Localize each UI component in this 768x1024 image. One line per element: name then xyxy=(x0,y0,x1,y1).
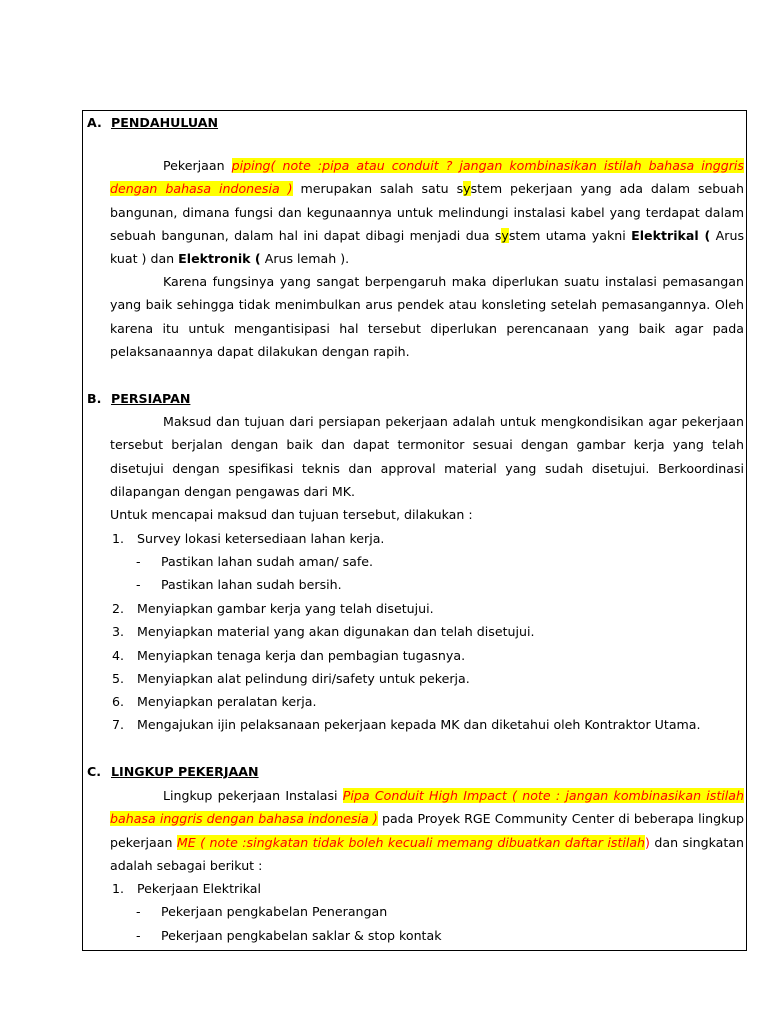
section-c-paragraph-1 xyxy=(110,784,744,877)
dash-bullet: - xyxy=(136,554,141,569)
list-item xyxy=(112,713,701,736)
text: dan singkatan adalah sebagai berikut : xyxy=(110,834,744,873)
list-text: Menyiapkan peralatan kerja. xyxy=(137,694,317,709)
dash-bullet: - xyxy=(136,928,141,943)
list-text: Menyiapkan alat pelindung diri/safety untuk pekerja. xyxy=(137,671,470,686)
list-text: Pastikan lahan sudah aman/ safe. xyxy=(161,554,374,569)
red-paren: ) xyxy=(645,834,650,850)
sub-list-item xyxy=(136,924,442,947)
section-b-paragraph-1 xyxy=(110,410,744,503)
section-c-title: LINGKUP PEKERJAAN xyxy=(111,764,259,779)
list-text: Pekerjaan pengkabelan saklar & stop kontak xyxy=(161,928,442,943)
list-text: Pekerjaan Elektrikal xyxy=(137,881,261,896)
section-b-letter: B. xyxy=(87,391,102,406)
dash-bullet: - xyxy=(136,577,141,592)
text: Pekerjaan xyxy=(163,158,232,173)
text: stem pekerjaan yang ada dalam sebuah bangunan, dimana fungsi dan kegunaannya untuk melindungi instalasi kabel yang terdapat dalam sebuah bangunan, dalam hal ini dapat dibagi menjadi dua s xyxy=(110,181,744,243)
list-number: 4. xyxy=(112,648,125,663)
section-c-heading xyxy=(87,760,259,783)
highlight-letter: y xyxy=(501,227,509,243)
bold-term: Elektrikal ( xyxy=(631,227,711,243)
sub-list-item xyxy=(136,550,373,573)
section-a-paragraph-2 xyxy=(110,270,744,363)
list-text: Menyiapkan gambar kerja yang telah disetujui. xyxy=(137,601,434,616)
section-b-intro: Untuk mencapai maksud dan tujuan tersebut, dilakukan : xyxy=(110,507,473,522)
text: Lingkup pekerjaan Instalasi xyxy=(163,788,343,803)
list-text: Pastikan lahan sudah bersih. xyxy=(161,577,342,592)
list-text: Survey lokasi ketersediaan lahan kerja. xyxy=(137,531,385,546)
list-item xyxy=(112,690,317,713)
section-b-heading xyxy=(87,387,190,410)
document-page xyxy=(82,110,747,951)
section-a-letter: A. xyxy=(87,115,102,130)
list-item xyxy=(112,527,384,550)
section-b-title: PERSIAPAN xyxy=(111,391,191,406)
section-c-letter: C. xyxy=(87,764,102,779)
list-item xyxy=(112,620,534,643)
text: Maksud dan tujuan dari persiapan pekerjaan adalah untuk mengkondisikan agar pekerjaan tersebut berjalan dengan baik dan dapat termonitor sesuai dengan gambar kerja yang telah disetujui dengan spesifikasi teknis dan approval material yang sudah disetujui. Berkoordinasi dilapangan dengan pengawas dari MK. xyxy=(110,414,744,499)
list-number: 5. xyxy=(112,671,125,686)
text: stem utama yakni xyxy=(508,227,632,243)
text: Arus lemah ). xyxy=(260,251,350,267)
list-item xyxy=(112,597,434,620)
list-text: Menyiapkan tenaga kerja dan pembagian tugasnya. xyxy=(137,648,466,663)
section-a-paragraph-1 xyxy=(110,154,744,270)
text: Karena fungsinya yang sangat berpengaruh maka diperlukan suatu instalasi pemasangan yang baik sehingga tidak menimbulkan arus pendek atau konsleting setelah pemasangannya. Oleh karena itu untuk mengantisipasi hal tersebut diperlukan perencanaan yang baik agar pada pelaksanaannya dapat dilakukan dengan rapih. xyxy=(110,274,744,359)
text: merupakan salah satu s xyxy=(292,181,464,197)
list-text: Menyiapkan material yang akan digunakan dan telah disetujui. xyxy=(137,624,535,639)
list-text: Pekerjaan pengkabelan Penerangan xyxy=(161,904,388,919)
list-number: 1. xyxy=(112,881,125,896)
section-a-heading xyxy=(87,111,218,134)
note-highlight: piping( note :pipa atau conduit ? jangan kombinasikan istilah bahasa inggris dengan bahasa indonesia ) xyxy=(110,158,744,197)
sub-list-item xyxy=(136,900,387,923)
list-text: Mengajukan ijin pelaksanaan pekerjaan kepada MK dan diketahui oleh Kontraktor Utama. xyxy=(137,717,701,732)
section-a-title: PENDAHULUAN xyxy=(111,115,219,130)
note-highlight: Pipa Conduit High Impact ( note : jangan kombinasikan istilah bahasa inggris dengan bahasa indonesia ) xyxy=(110,788,745,827)
list-item xyxy=(112,667,470,690)
list-number: 1. xyxy=(112,531,125,546)
list-number: 6. xyxy=(112,694,125,709)
sub-list-item xyxy=(136,573,342,596)
bold-term: Elektronik ( xyxy=(178,251,261,267)
list-item xyxy=(112,644,465,667)
list-number: 7. xyxy=(112,717,125,732)
text: pada Proyek RGE Community Center di beberapa lingkup pekerjaan xyxy=(110,811,745,850)
highlight-letter: y xyxy=(463,181,471,197)
list-number: 3. xyxy=(112,624,125,639)
list-item xyxy=(112,877,261,900)
list-number: 2. xyxy=(112,601,125,616)
note-highlight: ME ( note :singkatan tidak boleh kecuali memang dibuatkan daftar istilah xyxy=(176,834,646,850)
dash-bullet: - xyxy=(136,904,141,919)
text: Arus kuat ) dan xyxy=(110,227,745,267)
